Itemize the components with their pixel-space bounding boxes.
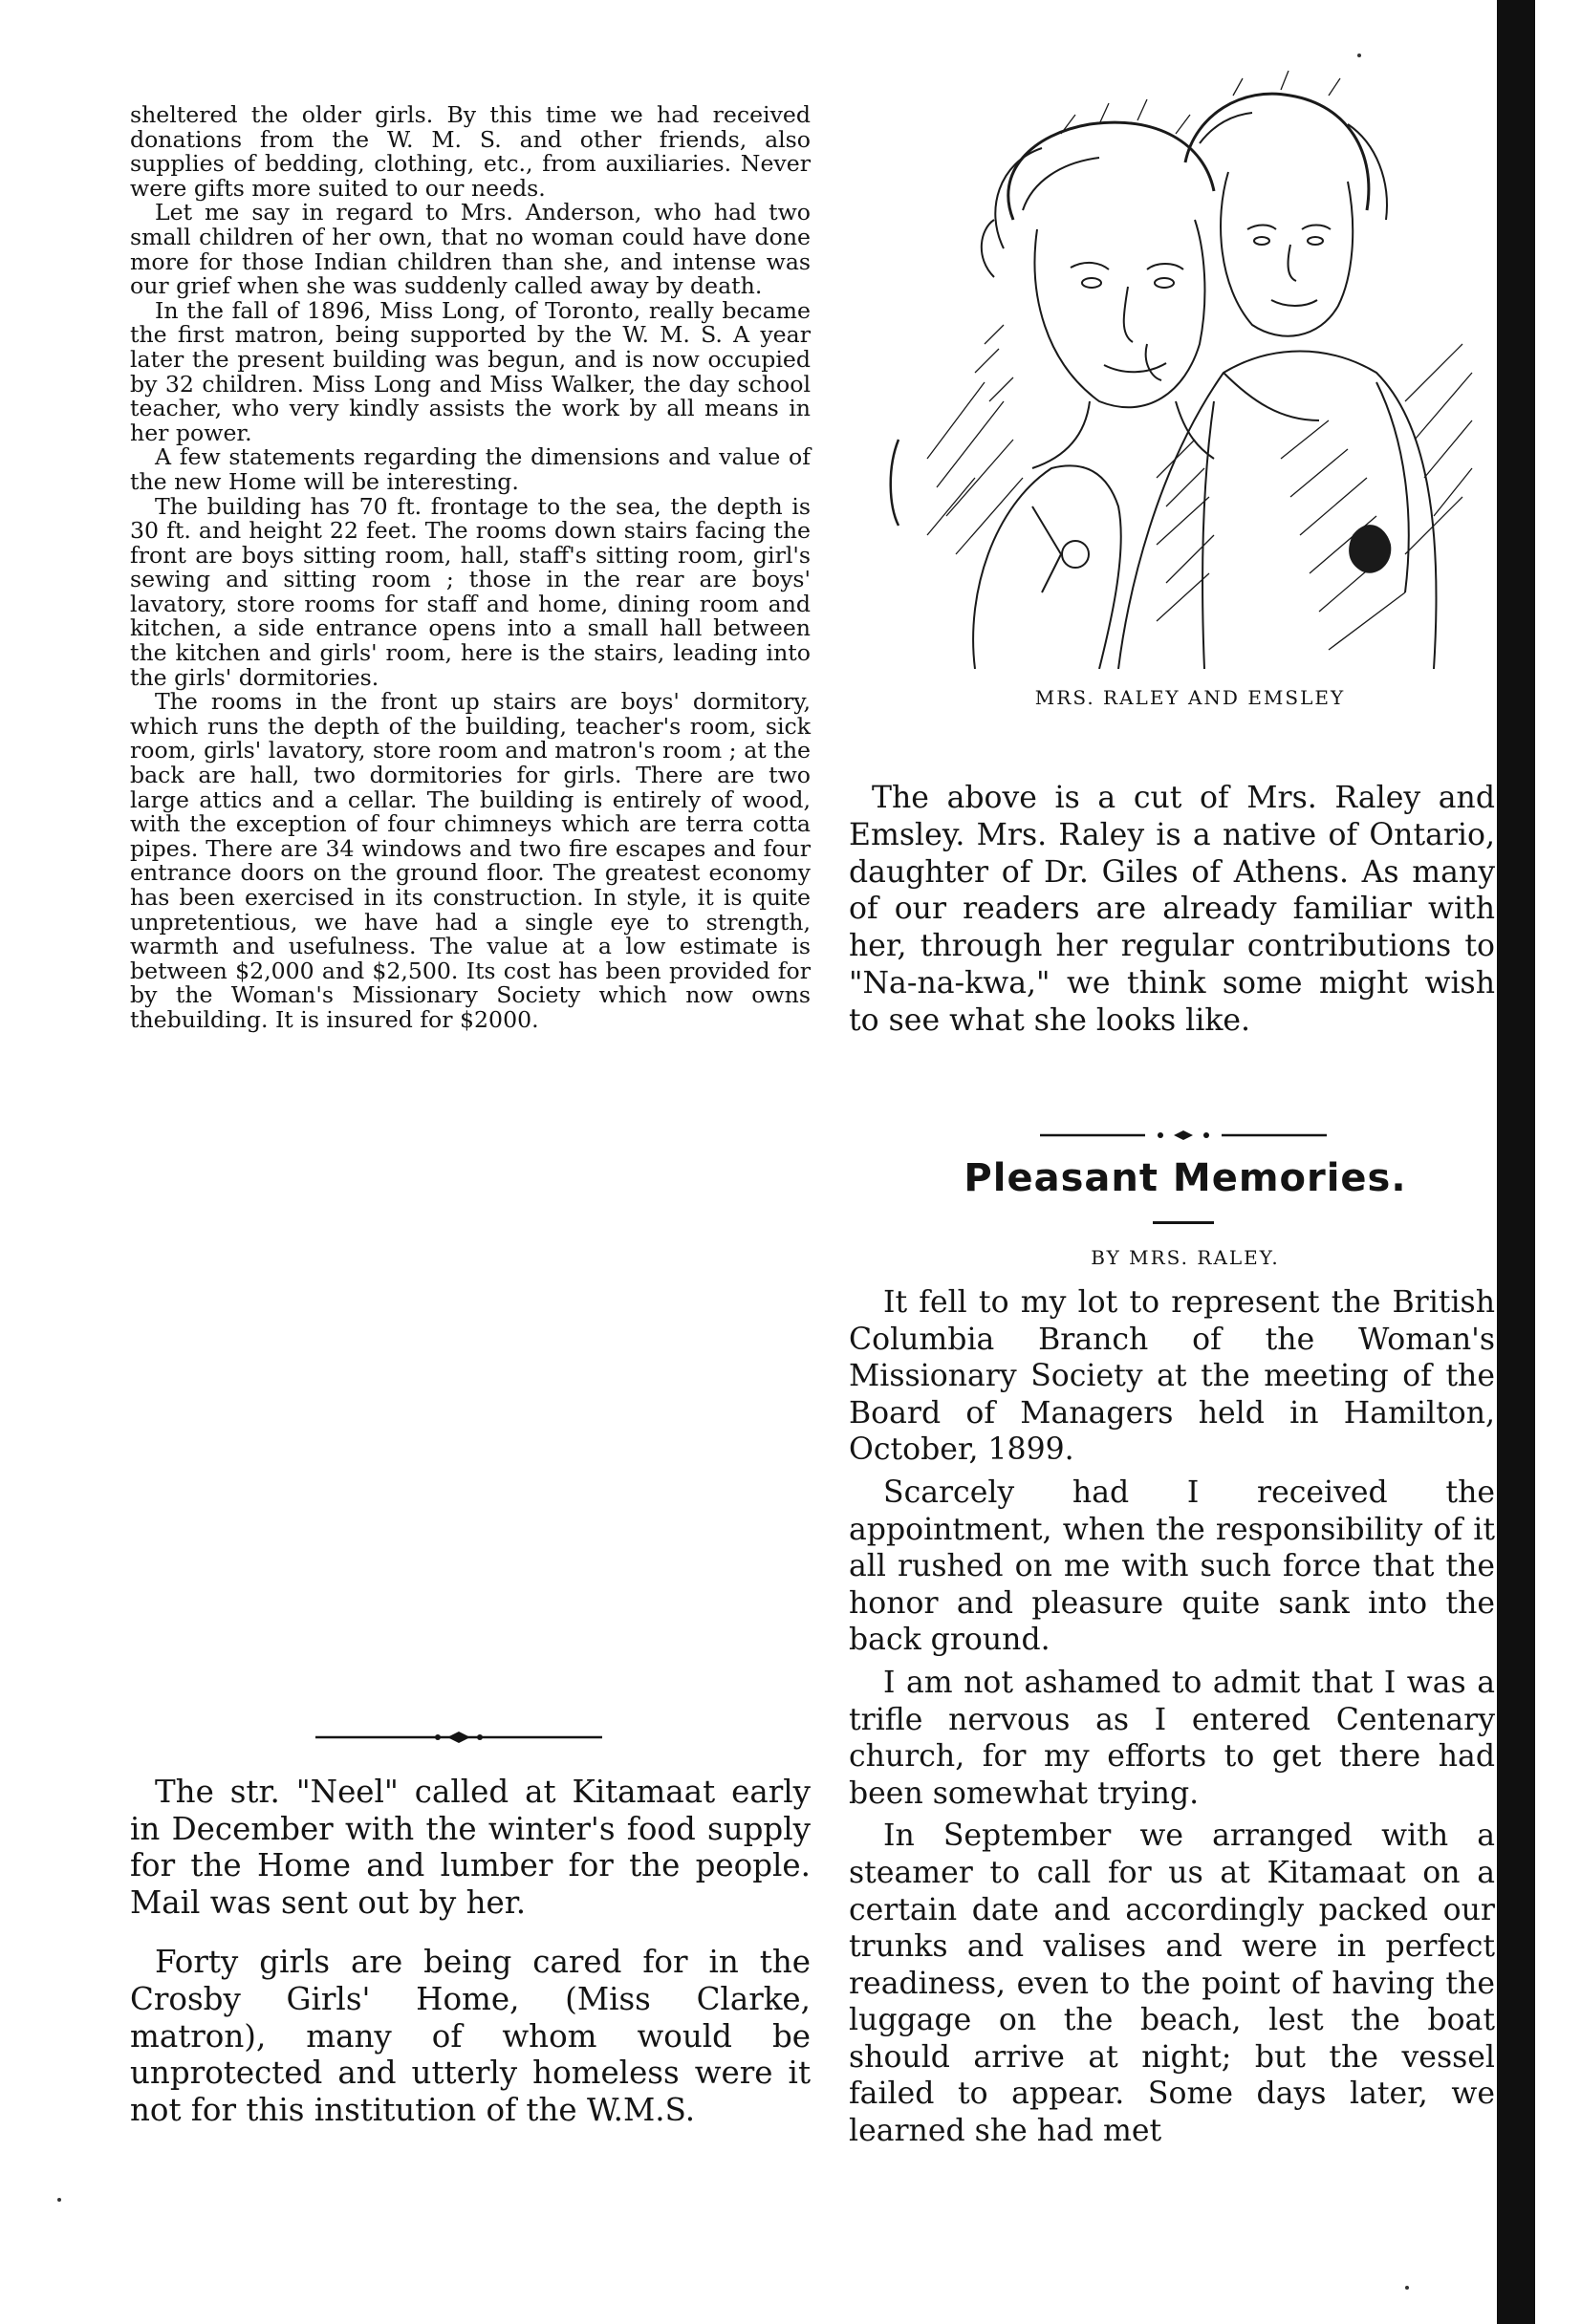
paragraph-miss-long: In the fall of 1896, Miss Long, of Toronto, really became the first matron, being supported by the W. M. S. A year later the present building was begun, and is now occupied by 32 children. Miss Long and Miss Walker, the day school teacher, who very kindly assists the work by all means in her power. <box>130 296 811 446</box>
section-divider-left <box>315 1728 602 1747</box>
portrait-engraving-mrs-raley-and-emsley <box>870 57 1482 669</box>
scan-edge-shadow <box>1497 0 1535 2324</box>
left-column-notes <box>130 1774 811 2128</box>
article-byline: BY MRS. RALEY. <box>1091 1246 1280 1269</box>
figure-caption: MRS. RALEY AND EMSLEY <box>1034 686 1346 709</box>
scan-speck <box>1405 2286 1409 2290</box>
article-title: Pleasant Memories. <box>964 1156 1407 1200</box>
article-paragraph-2: Scarcely had I received the appointment, when the responsibility of it all rushed on me with such force that the honor and pleasure quite sank into the back ground. <box>849 1474 1495 1658</box>
paragraph-str-neel: The str. "Neel" called at Kitamaat early in December with the winter's food supply for the Home and lumber for the people. Mail was sent out by her. <box>130 1774 811 1921</box>
article-paragraph-3: I am not ashamed to admit that I was a trifle nervous as I entered Centenary church, for my efforts to get there had been somewhat trying. <box>849 1665 1495 1811</box>
paragraph-cut-description: The above is a cut of Mrs. Raley and Emsley. Mrs. Raley is a native of Ontario, daughter of Dr. Giles of Athens. As many of our readers are already familiar with her, through her regular contributions to "Na-na-kwa," we think some might wish to see what she looks like. <box>849 781 1495 1038</box>
title-underline <box>1153 1221 1214 1224</box>
paragraph-building-upstairs: The rooms in the front up stairs are boys' dormitory, which runs the depth of the building, teacher's room, sick room, girls' lavatory, store room and matron's room ; at the back are hall, two dormitories for girls. There are two large attics and a cellar. The building is entirely of wood, with the exception of four chimneys which are terra cotta pipes. There are 34 windows and two fire escapes and four entrance doors on the ground floor. The greatest economy has been exercised in its construction. In style, it is quite unpretentious, we have had a single eye to strength, warmth and usefulness. The value at a low estimate is between $2,000 and $2,500. Its cost has been provided for by the Woman's Missionary Society which now owns thebuilding. It is insured for $2000. <box>130 688 811 1033</box>
scan-speck <box>57 2198 61 2202</box>
paragraph-dimensions-intro: A few statements regarding the dimensions and value of the new Home will be interesting. <box>130 443 811 495</box>
paragraph-mrs-anderson: Let me say in regard to Mrs. Anderson, who had two small children of her own, that no woman could have done more for those Indian children than she, and intense was our grief when she was suddenly called away by death. <box>130 199 811 300</box>
paragraph-building-downstairs: The building has 70 ft. frontage to the sea, the depth is 30 ft. and height 22 feet. The rooms down stairs facing the front are boys sitting room, hall, staff's sitting room, girl's sewing and sitting room ; those in the rear are boys' lavatory, store rooms for staff and home, dining room and kitchen, a side entrance opens into a small hall between the kitchen and girls' room, here is the stairs, leading into the girls' dormitories. <box>130 492 811 691</box>
section-divider-right <box>1040 1126 1327 1145</box>
paragraph-donations: sheltered the older girls. By this time we had received donations from the W. M. S. and other friends, also supplies of bedding, clothing, etc., from auxiliaries. Never were gifts more suited to our needs. <box>130 101 811 202</box>
article-paragraph-1: It fell to my lot to represent the British Columbia Branch of the Woman's Missionary Society at the meeting of the Board of Managers held in Hamilton, October, 1899. <box>849 1285 1495 1468</box>
article-body <box>849 1284 1495 2156</box>
left-column <box>130 103 811 1033</box>
article-paragraph-4: In September we arranged with a steamer to call for us at Kitamaat on a certain date and accordingly packed our trunks and valises and were in perfect readiness, even to the point of having the luggage on the beach, lest the boat should arrive at night; but the vessel failed to appear. Some days later, we learned she had met <box>849 1818 1495 2149</box>
scan-speck <box>1357 54 1361 57</box>
paragraph-crosby-home: Forty girls are being cared for in the Crosby Girls' Home, (Miss Clarke, matron), many of whom would be unprotected and utterly homeless were it not for this institution of the W.M.S. <box>130 1944 811 2128</box>
